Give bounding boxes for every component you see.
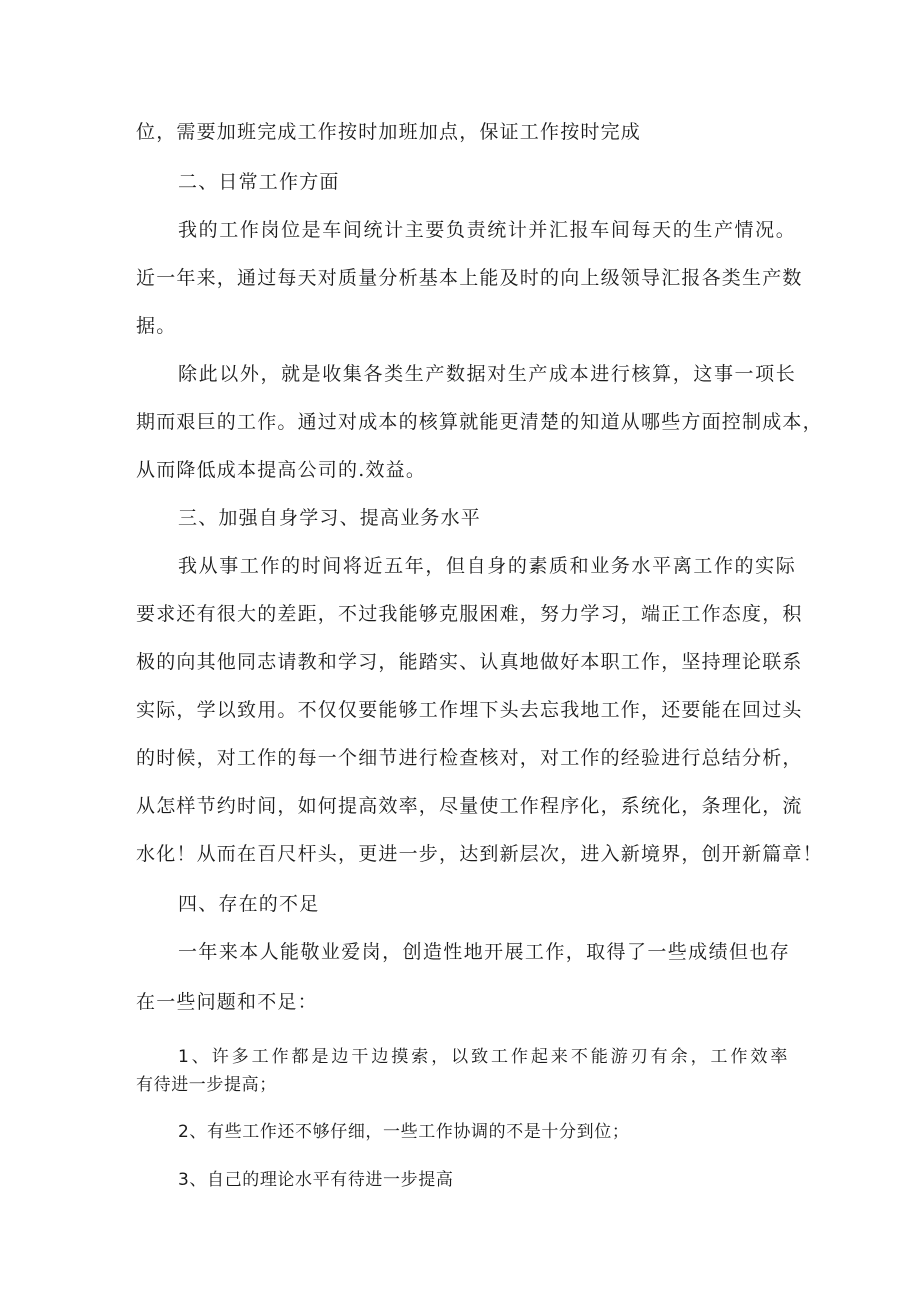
paragraph-line: 要求还有很大的差距，不过我能够克服困难，努力学习，端正工作态度，积 [136,603,803,625]
paragraph-line: 位，需要加班完成工作按时加班加点，保证工作按时完成 [136,121,642,143]
paragraph-line: 据。 [136,315,177,337]
paragraph-line: 实际，学以致用。不仅仅要能够工作埋下头去忘我地工作，还要能在回过头 [136,699,803,721]
section-heading: 二、日常工作方面 [178,171,340,193]
section-heading: 四、存在的不足 [178,893,320,915]
paragraph-line: 除此以外，就是收集各类生产数据对生产成本进行核算，这事一项长 [178,363,796,385]
paragraph-line: 水化！从而在百尺杆头，更进一步，达到新层次，进入新境界，创开新篇章！ [136,843,823,865]
paragraph-line: 一年来本人能敬业爱岗，创造性地开展工作，取得了一些成绩但也存 [178,941,790,963]
paragraph-line: 从而降低成本提高公司的.效益。 [136,459,427,481]
list-item: 1、许多工作都是边干边摸索，以致工作起来不能游刃有余，工作效率 [178,1047,788,1067]
paragraph-line: 从怎样节约时间，如何提高效率，尽量使工作程序化，系统化，条理化，流 [136,795,803,817]
paragraph-line: 我从事工作的时间将近五年，但自身的素质和业务水平离工作的实际 [178,555,796,577]
list-item: 2、有些工作还不够仔细，一些工作协调的不是十分到位； [178,1122,630,1142]
section-heading: 三、加强自身学习、提高业务水平 [178,507,482,529]
paragraph-line: 期而艰巨的工作。通过对成本的核算就能更清楚的知道从哪些方面控制成本， [136,411,823,433]
list-item: 3、自己的理论水平有待进一步提高 [178,1170,454,1190]
list-item-continuation: 有待进一步提高； [136,1075,277,1095]
paragraph-line: 在一些问题和不足： [136,991,318,1013]
paragraph-line: 近一年来，通过每天对质量分析基本上能及时的向上级领导汇报各类生产数 [136,267,803,289]
paragraph-line: 的时候，对工作的每一个细节进行检查核对，对工作的经验进行总结分析， [136,747,803,769]
paragraph-line: 我的工作岗位是车间统计主要负责统计并汇报车间每天的生产情况。 [178,219,796,241]
paragraph-line: 极的向其他同志请教和学习，能踏实、认真地做好本职工作，坚持理论联系 [136,651,803,673]
